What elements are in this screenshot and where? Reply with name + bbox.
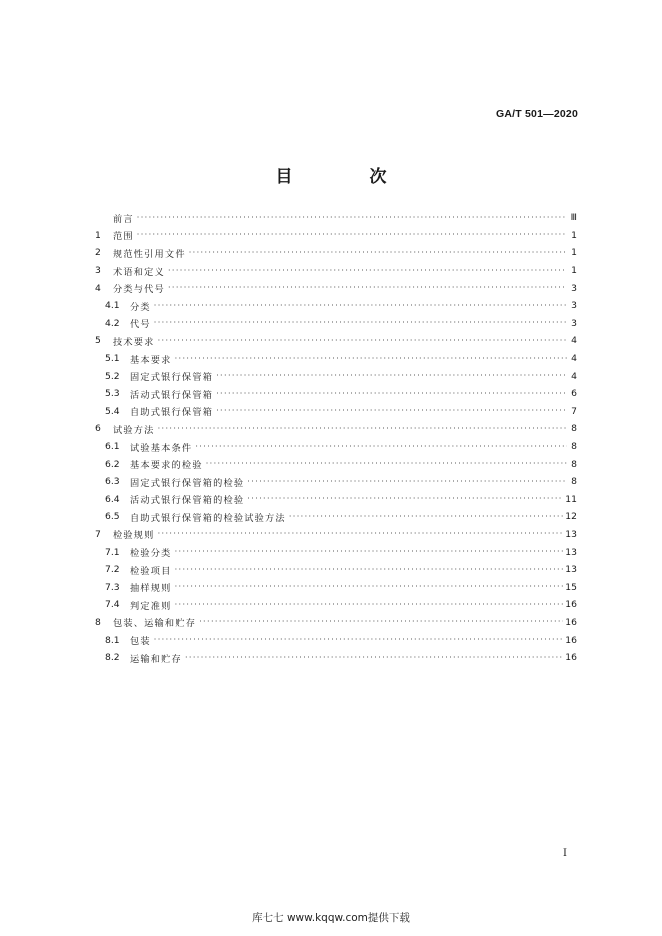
page-number: I (563, 848, 567, 859)
toc-entry[interactable] (95, 262, 577, 280)
toc-entry[interactable] (95, 209, 577, 227)
toc-entry-page: 15 (565, 581, 577, 593)
toc-entry-number: 4 (95, 282, 101, 294)
toc-entry-page: 13 (565, 546, 577, 558)
toc-entry-number: 3 (95, 265, 101, 277)
toc-leader-dots (175, 581, 564, 593)
toc-entry-label: 前言 (113, 213, 134, 225)
toc-entry-number: 7 (95, 528, 101, 540)
toc-entry[interactable] (95, 403, 577, 421)
toc-entry-label: 规范性引用文件 (113, 248, 186, 260)
toc-entry[interactable] (95, 455, 577, 473)
toc-entry-number: 4.2 (105, 317, 120, 329)
toc-leader-dots (137, 229, 567, 241)
toc-entry-number: 6 (95, 423, 101, 435)
toc-entry-page: 1 (571, 265, 577, 277)
page-title: 目 次 (275, 167, 417, 187)
toc-entry-page: 8 (571, 423, 577, 435)
toc-entry-number: 5.2 (105, 370, 120, 382)
toc-entry-number: 6.3 (105, 476, 120, 488)
toc-entry-number: 5.1 (105, 353, 120, 365)
toc-leader-dots (216, 370, 567, 382)
toc-entry[interactable] (95, 227, 577, 245)
toc-entry[interactable] (95, 596, 577, 614)
toc-entry-label: 活动式银行保管箱 (130, 389, 214, 401)
toc-entry[interactable] (95, 385, 577, 403)
toc-leader-dots (168, 282, 567, 294)
toc-leader-dots (185, 652, 563, 664)
toc-leader-dots (206, 458, 567, 470)
toc-entry-label: 试验基本条件 (130, 442, 193, 454)
toc-leader-dots (247, 493, 563, 505)
toc-entry[interactable] (95, 578, 577, 596)
toc-entry[interactable] (95, 438, 577, 456)
toc-entry-label: 检验项目 (130, 565, 172, 577)
toc-entry-page: 13 (565, 528, 577, 540)
toc-entry-page: Ⅲ (570, 212, 577, 224)
toc-entry-number: 8.2 (105, 652, 120, 664)
toc-leader-dots (158, 528, 564, 540)
toc-entry-number: 5 (95, 335, 101, 347)
toc-leader-dots (154, 300, 567, 312)
toc-entry-number: 6.2 (105, 458, 120, 470)
toc-leader-dots (175, 599, 564, 611)
toc-entry-number: 6.4 (105, 493, 120, 505)
toc-entry-label: 术语和定义 (113, 266, 165, 278)
toc-entry-label: 基本要求 (130, 354, 172, 366)
toc-entry-label: 检验分类 (130, 548, 172, 560)
toc-entry[interactable] (95, 350, 577, 368)
toc-entry-page: 8 (571, 458, 577, 470)
toc-entry-page: 6 (571, 388, 577, 400)
toc-entry[interactable] (95, 473, 577, 491)
toc-entry-page: 16 (565, 599, 577, 611)
toc-entry-page: 3 (571, 317, 577, 329)
toc-leader-dots (216, 405, 567, 417)
toc-leader-dots (175, 564, 564, 576)
toc-entry-page: 16 (565, 616, 577, 628)
toc-entry-label: 基本要求的检验 (130, 460, 203, 472)
toc-entry-label: 试验方法 (113, 424, 155, 436)
toc-entry-number: 7.1 (105, 546, 120, 558)
toc-entry-number: 6.5 (105, 511, 120, 523)
toc-leader-dots (189, 247, 567, 259)
toc-entry[interactable] (95, 649, 577, 667)
footer-download-note: 库七七 www.kqqw.com提供下载 (252, 912, 410, 924)
toc-leader-dots (168, 265, 567, 277)
toc-entry[interactable] (95, 244, 577, 262)
toc-entry-label: 包装、运输和贮存 (113, 618, 197, 630)
toc-entry-label: 代号 (130, 319, 151, 331)
toc-entry[interactable] (95, 279, 577, 297)
toc-entry[interactable] (95, 332, 577, 350)
toc-entry-number: 7.3 (105, 581, 120, 593)
toc-entry-number: 5.4 (105, 405, 120, 417)
toc-entry-page: 12 (565, 511, 577, 523)
toc-entry-page: 4 (571, 370, 577, 382)
toc-entry-number: 8.1 (105, 634, 120, 646)
toc-entry[interactable] (95, 420, 577, 438)
toc-entry[interactable] (95, 508, 577, 526)
toc-entry-label: 检验规则 (113, 530, 155, 542)
toc-entry-label: 判定准则 (130, 600, 172, 612)
toc-entry[interactable] (95, 543, 577, 561)
toc-leader-dots (154, 634, 564, 646)
toc-leader-dots (158, 335, 567, 347)
toc-entry-label: 活动式银行保管箱的检验 (130, 495, 245, 507)
toc-leader-dots (154, 317, 567, 329)
toc-entry-number: 8 (95, 616, 101, 628)
toc-entry-label: 固定式银行保管箱 (130, 372, 214, 384)
toc-leader-dots (199, 616, 563, 628)
toc-entry-label: 技术要求 (113, 336, 155, 348)
standard-code: GA/T 501—2020 (496, 108, 578, 120)
toc-entry[interactable] (95, 367, 577, 385)
toc-entry-page: 11 (565, 493, 577, 505)
toc-entry-label: 自助式银行保管箱的检验试验方法 (130, 512, 286, 524)
toc-leader-dots (158, 423, 567, 435)
toc-entry-label: 包装 (130, 636, 151, 648)
toc-entry[interactable] (95, 315, 577, 333)
toc-entry-label: 分类 (130, 301, 151, 313)
toc-entry-page: 4 (571, 335, 577, 347)
toc-entry-label: 自助式银行保管箱 (130, 407, 214, 419)
toc-entry-page: 1 (571, 229, 577, 241)
toc-entry-label: 范围 (113, 231, 134, 243)
toc-entry-number: 5.3 (105, 388, 120, 400)
toc-leader-dots (175, 353, 567, 365)
toc-entry[interactable] (95, 297, 577, 315)
toc-entry-page: 8 (571, 476, 577, 488)
toc-entry-page: 8 (571, 441, 577, 453)
toc-entry-page: 16 (565, 634, 577, 646)
toc-entry-page: 3 (571, 282, 577, 294)
toc-entry[interactable] (95, 631, 577, 649)
toc-leader-dots (216, 388, 567, 400)
toc-leader-dots (175, 546, 564, 558)
toc-entry-label: 抽样规则 (130, 583, 172, 595)
toc-entry-number: 1 (95, 229, 101, 241)
toc-entry-label: 固定式银行保管箱的检验 (130, 477, 245, 489)
toc-entry-label: 分类与代号 (113, 284, 165, 296)
toc-entry-number: 7.4 (105, 599, 120, 611)
toc-entry-page: 16 (565, 652, 577, 664)
toc-leader-dots (137, 212, 567, 224)
toc-leader-dots (195, 441, 567, 453)
toc-entry-number: 7.2 (105, 564, 120, 576)
toc-entry[interactable] (95, 561, 577, 579)
toc-entry-label: 运输和贮存 (130, 653, 182, 665)
table-of-contents (95, 209, 577, 666)
toc-entry[interactable] (95, 491, 577, 509)
toc-leader-dots (247, 476, 567, 488)
toc-entry-page: 4 (571, 353, 577, 365)
toc-entry-number: 6.1 (105, 441, 120, 453)
toc-entry[interactable] (95, 526, 577, 544)
toc-entry-page: 13 (565, 564, 577, 576)
toc-entry-page: 7 (571, 405, 577, 417)
toc-entry[interactable] (95, 614, 577, 632)
toc-entry-number: 2 (95, 247, 101, 259)
toc-leader-dots (289, 511, 563, 523)
toc-entry-number: 4.1 (105, 300, 120, 312)
toc-entry-page: 3 (571, 300, 577, 312)
toc-entry-page: 1 (571, 247, 577, 259)
